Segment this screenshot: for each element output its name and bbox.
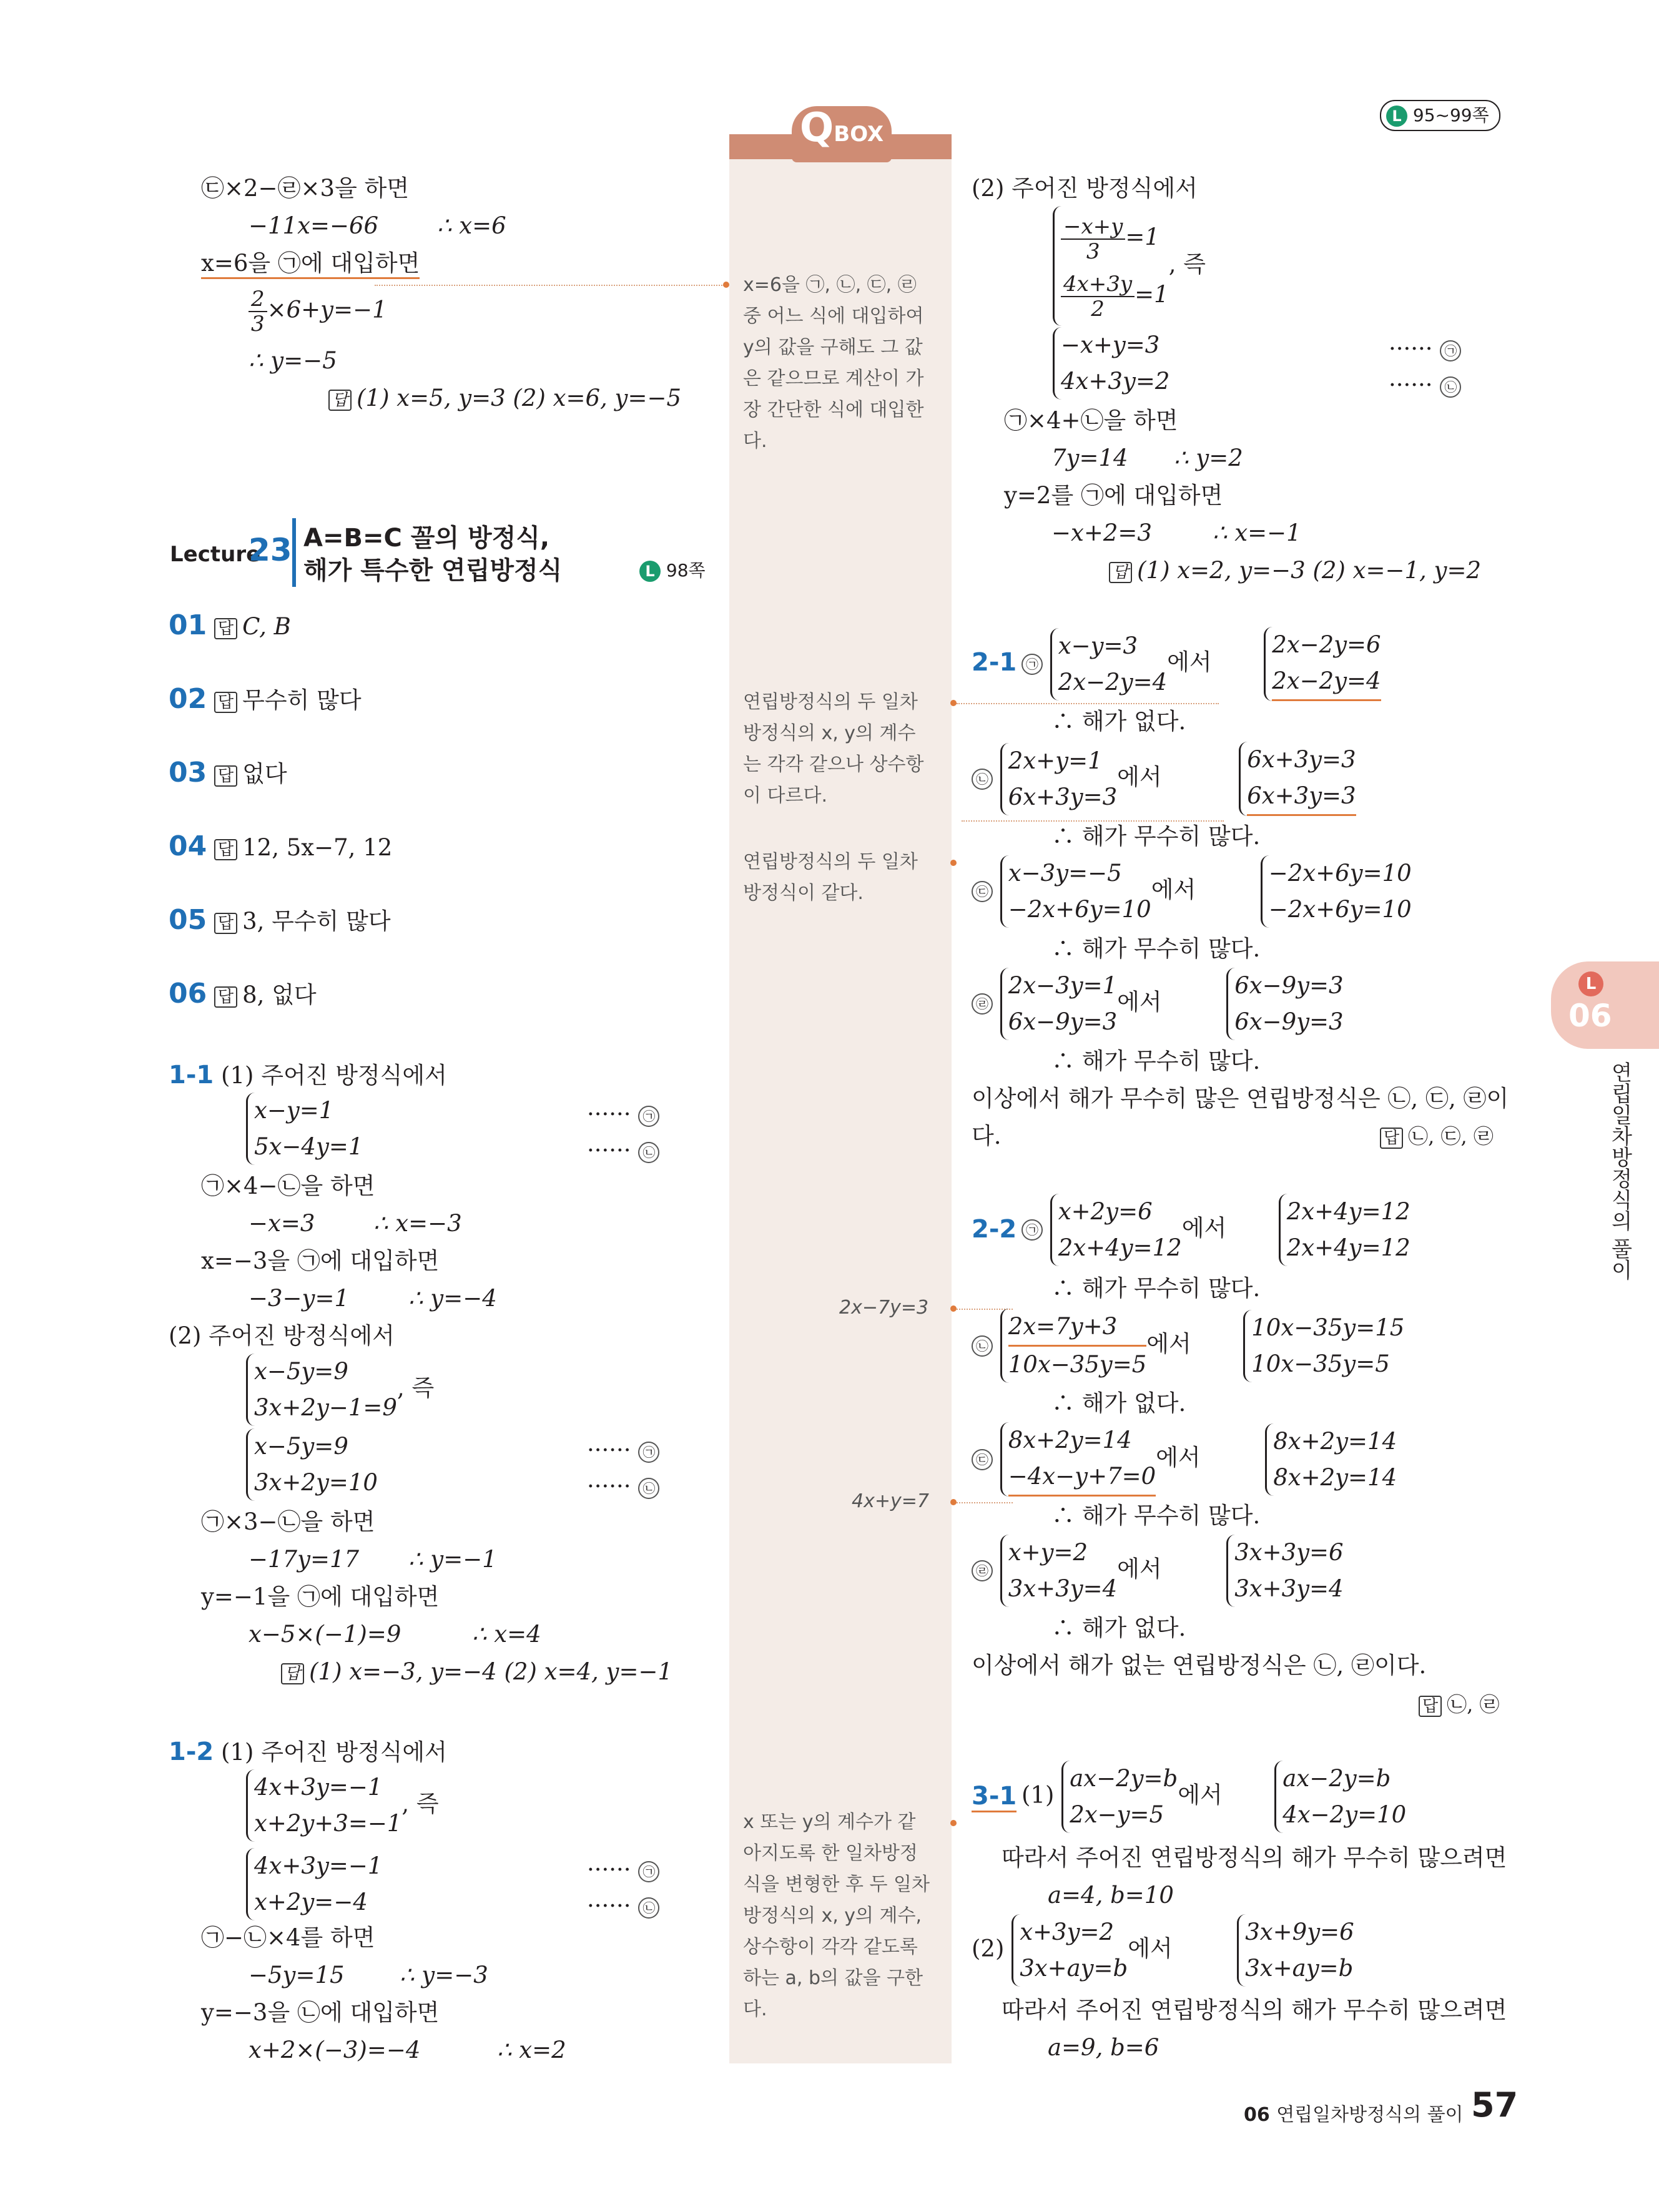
- answer-06: 06 답 8, 없다: [169, 978, 317, 1010]
- note-6-dot: [950, 1820, 957, 1826]
- note-5-leader: [957, 1502, 1013, 1503]
- answer-mark-icon: 답: [281, 1663, 304, 1684]
- p11-step5: ㉠×3−㉡을 하면: [201, 1508, 375, 1535]
- note-1-leader: [375, 285, 724, 286]
- qbox-note-5: 4x+y=7: [852, 1490, 929, 1512]
- lecture-icon: L: [1386, 106, 1407, 127]
- p12-step3: y=−3을 ㉡에 대입하면: [201, 1999, 440, 2026]
- p11-step1: ㉠×4−㉡을 하면: [201, 1172, 375, 1199]
- answer-mark-icon: 답: [1419, 1696, 1442, 1717]
- answer-mark-icon: 답: [214, 765, 237, 787]
- p22-item-2-result: ∴ 해가 없다.: [1051, 1390, 1186, 1417]
- answer-mark-icon: 답: [214, 692, 237, 713]
- left-top-eq1: −11x=−66: [249, 212, 379, 239]
- p31-step1: 따라서 주어진 연립방정식의 해가 무수히 많으려면: [1002, 1844, 1507, 1871]
- p22-item-3-result: ∴ 해가 무수히 많다.: [1051, 1502, 1261, 1529]
- problem-3-1-number: 3-1: [972, 1782, 1017, 1811]
- p11-step2: −x=3: [249, 1210, 315, 1237]
- p11-step7: y=−1을 ㉠에 대입하면: [201, 1583, 440, 1610]
- p11-step4: −3−y=1: [249, 1285, 349, 1312]
- p22-item-4: ㉣ x+y=2 3x+3y=4 에서 3x+3y=6 3x+3y=4: [972, 1535, 1344, 1607]
- p11-part2: (2) 주어진 방정식에서: [169, 1322, 395, 1349]
- p31-part1: (1) ax−2y=b 2x−y=5 에서 ax−2y=b 4x−2y=10: [1021, 1761, 1406, 1833]
- p22-answer: 답 ㉡, ㉣: [1419, 1691, 1499, 1718]
- lecture-header: [167, 518, 296, 587]
- p12-system-2: 4x+3y=−1 x+2y=−4: [246, 1848, 382, 1920]
- footer-chapter: 06 연립일차방정식의 풀이: [1244, 2104, 1464, 2126]
- left-top-step1: ㉢×2−㉣×3을 하면: [201, 175, 410, 202]
- answer-05: 05 답 3, 무수히 많다: [169, 904, 391, 936]
- answer-mark-icon: 답: [328, 390, 352, 411]
- qbox-note-2: 연립방정식의 두 일차 방정식의 x, y의 계수 는 각각 같으나 상수항 이 다르다.: [743, 691, 924, 807]
- problem-2-1-number: 2-1: [972, 648, 1017, 677]
- fraction: $\frac{2}{3}$: [249, 287, 267, 336]
- qbox-note-6: x 또는 y의 계수가 같 아지도록 한 일차방정 식을 변형한 후 두 일차 방정식의 x, y의 계수, 상수항이 각각 같도록 하는 a, b의 값을 구한 다.: [743, 1811, 930, 2020]
- right-top-part2: (2) 주어진 방정식에서: [972, 175, 1198, 202]
- answer-mark-icon: 답: [1380, 1128, 1403, 1149]
- lecture-label: Lecture: [170, 542, 261, 567]
- problem-1-1: 1-1 (1) 주어진 방정식에서: [169, 1061, 447, 1089]
- answer-03: 03 답 없다: [169, 757, 287, 789]
- answer-mark-icon: 답: [214, 986, 237, 1008]
- p11-system-2: x−5y=9 3x+2y−1=9 , 즉: [246, 1354, 434, 1426]
- p21-conclusion-1: 이상에서 해가 무수히 많은 연립방정식은 ㉡, ㉢, ㉣이: [972, 1085, 1509, 1112]
- right-top-answer: 답 (1) x=2, y=−3 (2) x=−1, y=2: [1109, 557, 1481, 584]
- p21-item-1-result: ∴ 해가 없다.: [1051, 708, 1186, 735]
- p11-step2b: ∴ x=−3: [373, 1210, 462, 1237]
- problem-2-2-number: 2-2: [972, 1215, 1017, 1244]
- lecture-title-1: A=B=C 꼴의 방정식,: [303, 524, 550, 553]
- page-number: 57: [1471, 2085, 1519, 2125]
- qbox-note-3: 연립방정식의 두 일차 방정식이 같다.: [743, 851, 918, 904]
- answer-mark-icon: 답: [1109, 562, 1132, 583]
- side-tab-text: 연립일차방정식의 풀이: [1607, 1061, 1632, 1281]
- p31-part2: (2) x+3y=2 3x+ay=b 에서 3x+9y=6 3x+ay=b: [972, 1914, 1354, 1987]
- p12-step4b: ∴ x=2: [497, 2037, 566, 2063]
- left-top-substitute: x=6을 ㉠에 대입하면: [201, 250, 420, 279]
- side-tab-number: 06: [1568, 998, 1612, 1034]
- p12-system-1: 4x+3y=−1 x+2y+3=−1 , 즉: [246, 1769, 439, 1842]
- p31-step4: a=9, b=6: [1048, 2034, 1159, 2061]
- page-ref-badge: [1380, 100, 1500, 131]
- note-3-dot: [950, 860, 957, 866]
- answer-04: 04 답 12, 5x−7, 12: [169, 830, 393, 862]
- p22-conclusion: 이상에서 해가 없는 연립방정식은 ㉡, ㉣이다.: [972, 1652, 1427, 1679]
- p11-labels-2: ······ ㉠ ······ ㉡: [587, 1432, 659, 1505]
- lecture-number: 23: [249, 532, 292, 568]
- p22-item-2: ㉡ $\frac{2x=7y+3}{10x-35y=5}$ 에서 10x−35y=15 10x−35y=5: [972, 1309, 1404, 1383]
- left-top-eq2: $\frac{2}{3}$ ×6+y=−1: [249, 287, 387, 336]
- note-2-leader: [957, 703, 1219, 704]
- p12-step2b: ∴ y=−3: [400, 1962, 488, 1988]
- p12-labels: ······ ㉠ ······ ㉡: [587, 1852, 659, 1924]
- p11-system-1: x−y=1 5x−4y=1: [246, 1093, 363, 1165]
- qbox-note-4: 2x−7y=3: [839, 1297, 929, 1319]
- right-top-step2b: ∴ y=2: [1174, 445, 1243, 471]
- p21-answer: 답 ㉡, ㉢, ㉣: [1380, 1123, 1494, 1150]
- lecture-title-2: 해가 특수한 연립방정식: [303, 556, 563, 585]
- p12-step4: x+2×(−3)=−4: [249, 2037, 421, 2063]
- side-tab-badge: L: [1578, 971, 1603, 996]
- lecture-ref-icon: L: [639, 561, 661, 582]
- qbox-title: QBOX: [799, 105, 884, 151]
- p11-step6b: ∴ y=−1: [408, 1546, 497, 1573]
- p21-item-3: ㉢ x−3y=−5 −2x+6y=10 에서 −2x+6y=10 −2x+6y=10: [972, 855, 1412, 928]
- p21-item-3-result: ∴ 해가 무수히 많다.: [1051, 935, 1261, 962]
- p11-system-3: x−5y=9 3x+2y=10: [246, 1428, 378, 1501]
- p21-item-1: ㉠ x−y=3 2x−2y=4 에서 2x−2y=6 2x−2y=4: [1021, 627, 1381, 701]
- p21-conclusion-2: 다.: [972, 1123, 1002, 1149]
- right-top-system: −x+y=3 4x+3y=2: [1053, 327, 1169, 400]
- note-5-dot: [950, 1499, 957, 1505]
- note-2-dot: [950, 700, 957, 706]
- p22-item-1-result: ∴ 해가 무수히 많다.: [1051, 1275, 1261, 1302]
- page-ref: 95~99쪽: [1412, 105, 1489, 125]
- p11-step3: x=−3을 ㉠에 대입하면: [201, 1247, 440, 1274]
- p22-item-3: ㉢ 8x+2y=14 −4x−y+7=0 에서 8x+2y=14 8x+2y=14: [972, 1422, 1397, 1497]
- answer-02: 02 답 무수히 많다: [169, 683, 362, 715]
- left-top-eq2-result: ∴ y=−5: [249, 347, 337, 374]
- answer-mark-icon: 답: [214, 618, 237, 639]
- qbox-note-1: x=6을 ㉠, ㉡, ㉢, ㉣ 중 어느 식에 대입하여 y의 값을 구해도 그 값 은 같으므로 계산이 가 장 간단한 식에 대입한 다.: [743, 274, 924, 452]
- left-top-answer: 답 (1) x=5, y=3 (2) x=6, y=−5: [328, 385, 681, 412]
- right-top-step1: ㉠×4+㉡을 하면: [1004, 407, 1178, 434]
- note-3-leader: [962, 820, 1224, 822]
- p21-item-2-result: ∴ 해가 무수히 많다.: [1051, 823, 1261, 850]
- right-top-labels: ······ ㉠ ······ ㉡: [1389, 331, 1461, 403]
- lecture-ref: L 98쪽: [639, 557, 706, 582]
- p31-step3: 따라서 주어진 연립방정식의 해가 무수히 많으려면: [1002, 1997, 1507, 2023]
- p22-item-1: ㉠ x+2y=6 2x+4y=12 에서 2x+4y=12 2x+4y=12: [1021, 1194, 1410, 1266]
- p11-step4b: ∴ y=−4: [408, 1285, 497, 1312]
- p31-step2: a=4, b=10: [1048, 1882, 1174, 1909]
- answer-mark-icon: 답: [214, 839, 237, 860]
- right-top-step4b: ∴ x=−1: [1213, 519, 1301, 546]
- right-top-step4: −x+2=3: [1051, 519, 1152, 546]
- right-top-step3: y=2를 ㉠에 대입하면: [1004, 482, 1223, 509]
- right-top-step2: 7y=14: [1051, 445, 1128, 471]
- right-top-frac-system: $\frac{-x+y}{3}$ =1 $\frac{4x+3y}{2}$ =1 , 즉: [1053, 206, 1206, 326]
- p11-step8b: ∴ x=4: [472, 1621, 541, 1648]
- problem-1-2: 1-2 (1) 주어진 방정식에서: [169, 1738, 447, 1766]
- answer-mark-icon: 답: [214, 913, 237, 934]
- p21-item-4: ㉣ 2x−3y=1 6x−9y=3 에서 6x−9y=3 6x−9y=3: [972, 968, 1344, 1040]
- p22-item-4-result: ∴ 해가 없다.: [1051, 1615, 1186, 1641]
- answer-01: 01 답 C, B: [169, 609, 291, 641]
- left-top-eq1-result: ∴ x=6: [437, 212, 506, 239]
- note-1-dot: [723, 282, 729, 288]
- p12-step1: ㉠−㉡×4를 하면: [201, 1924, 375, 1951]
- p11-step6: −17y=17: [249, 1546, 360, 1573]
- p21-item-4-result: ∴ 해가 무수히 많다.: [1051, 1048, 1261, 1074]
- note-4-dot: [950, 1305, 957, 1312]
- p11-labels-1: ······ ㉠ ······ ㉡: [587, 1096, 659, 1169]
- p11-step8: x−5×(−1)=9: [249, 1621, 401, 1648]
- p21-item-2: ㉡ 2x+y=1 6x+3y=3 에서 6x+3y=3 6x+3y=3: [972, 742, 1356, 816]
- p12-step2: −5y=15: [249, 1962, 345, 1988]
- p11-answer: 답 (1) x=−3, y=−4 (2) x=4, y=−1: [281, 1658, 672, 1686]
